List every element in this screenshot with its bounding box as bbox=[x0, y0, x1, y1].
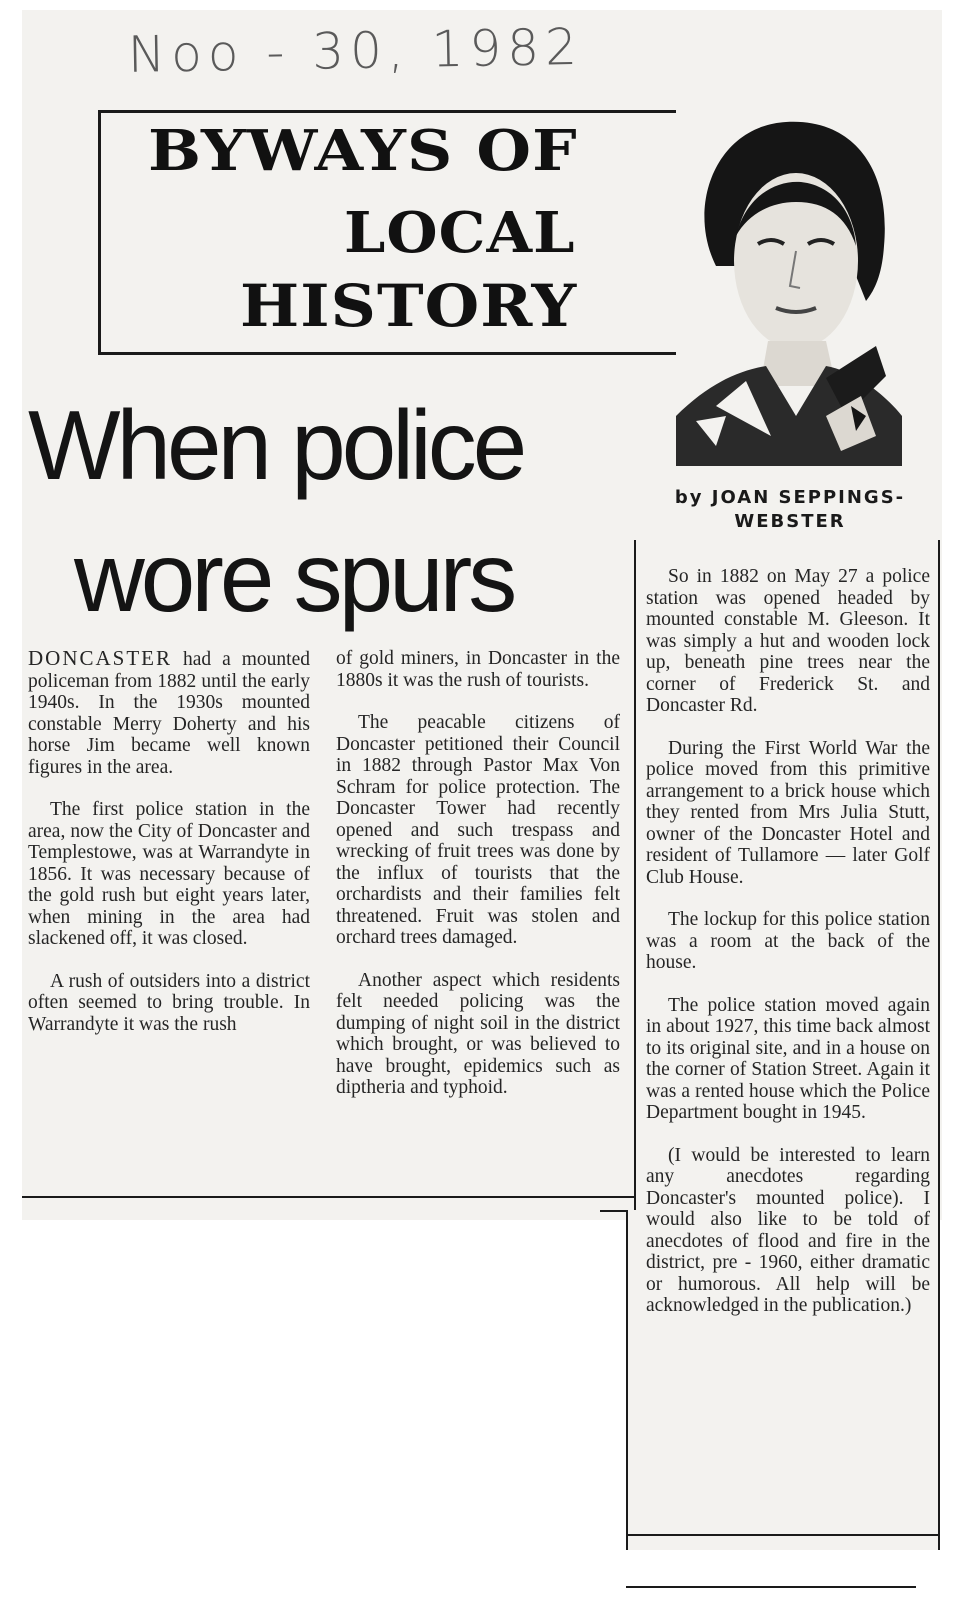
paragraph: So in 1882 on May 27 a police station was opened headed by mounted constable M. Gleeson. It was simply a hut and wooden lock up, beneath pine trees near the corner of Frederick St. and Doncaster Rd. bbox=[646, 566, 930, 716]
paragraph: of gold miners, in Doncaster in the 1880s it was the rush of tourists. bbox=[336, 648, 620, 691]
masthead-line-3: HISTORY bbox=[240, 272, 578, 340]
paragraph: The police station moved again in about 1927, this time back almost to its original site, and in a house on the corner of Station Street. Again it was a rented house which the Police Department bought in 1945. bbox=[646, 994, 930, 1123]
lead-word: DONCASTER bbox=[28, 646, 173, 670]
byline bbox=[640, 486, 940, 534]
byline-line-2: WEBSTER bbox=[734, 511, 846, 532]
handwritten-date: Noo - 30, 1982 bbox=[127, 17, 584, 84]
paragraph: A rush of outsiders into a district often seemed to bring trouble. In Warrandyte it was the rush bbox=[28, 970, 310, 1035]
paragraph: During the First World War the police moved from this primitive arrangement to a brick house which they rented from Mrs Julia Stutt, owner of the Doncaster Hotel and resident of Tullamore — later Golf Club House. bbox=[646, 737, 930, 888]
bottom-rule-short bbox=[600, 1210, 628, 1212]
column-divider bbox=[634, 540, 636, 1210]
byline-line-1: by JOAN SEPPINGS- bbox=[674, 487, 906, 508]
paragraph: Another aspect which residents felt needed policing was the dumping of night soil in the district which brought, or was believed to have brought, epidemics such as diptheria and typhoid. bbox=[336, 969, 620, 1098]
paragraph: The peacable citizens of Doncaster petitioned their Council in 1882 through Pastor Max Von Schram for police protection. The Doncaster Tower had recently opened and such trespass and wrecking of fruit trees was done by the influx of tourists that the orchardists and their families felt threatened. Fruit was stolen and orchard trees damaged. bbox=[336, 712, 620, 948]
masthead-line-1: BYWAYS OF bbox=[148, 118, 578, 184]
article-column-2 bbox=[336, 648, 620, 1120]
right-box-border-bottom bbox=[626, 1534, 940, 1536]
bottom-rule bbox=[22, 1196, 634, 1198]
article-column-1 bbox=[28, 648, 310, 1056]
headline-line-2: wore spurs bbox=[74, 522, 514, 632]
masthead-line-2: LOCAL bbox=[344, 200, 576, 266]
paragraph: (I would be interested to learn any anecdotes regarding Doncaster's mounted police). I would also like to be told of anecdotes of flood and fire in the district, pre - 1960, either dramatic or humorous. All help will be acknowledged in the publication.) bbox=[646, 1144, 930, 1316]
paragraph: The lockup for this police station was a room at the back of the house. bbox=[646, 909, 930, 973]
author-portrait bbox=[676, 116, 902, 466]
right-box-border-right bbox=[938, 540, 940, 1550]
paragraph-text: had a mounted policeman from 1882 until the early 1940s. In the 1930s mounted constable Merry Doherty and his horse Jim became well known figures in the area. bbox=[28, 649, 310, 778]
paragraph: The first police station in the area, now the City of Doncaster and Templestowe, was at Warrandyte in 1856. It was necessary because of the gold rush but eight years later, when mining in the area had slackened off, it was closed. bbox=[28, 799, 310, 949]
article-column-3 bbox=[646, 566, 930, 1338]
footer-rule bbox=[626, 1586, 916, 1588]
paragraph bbox=[28, 648, 310, 778]
headline-line-1: When police bbox=[28, 390, 524, 500]
right-box-border-left bbox=[626, 1210, 628, 1550]
